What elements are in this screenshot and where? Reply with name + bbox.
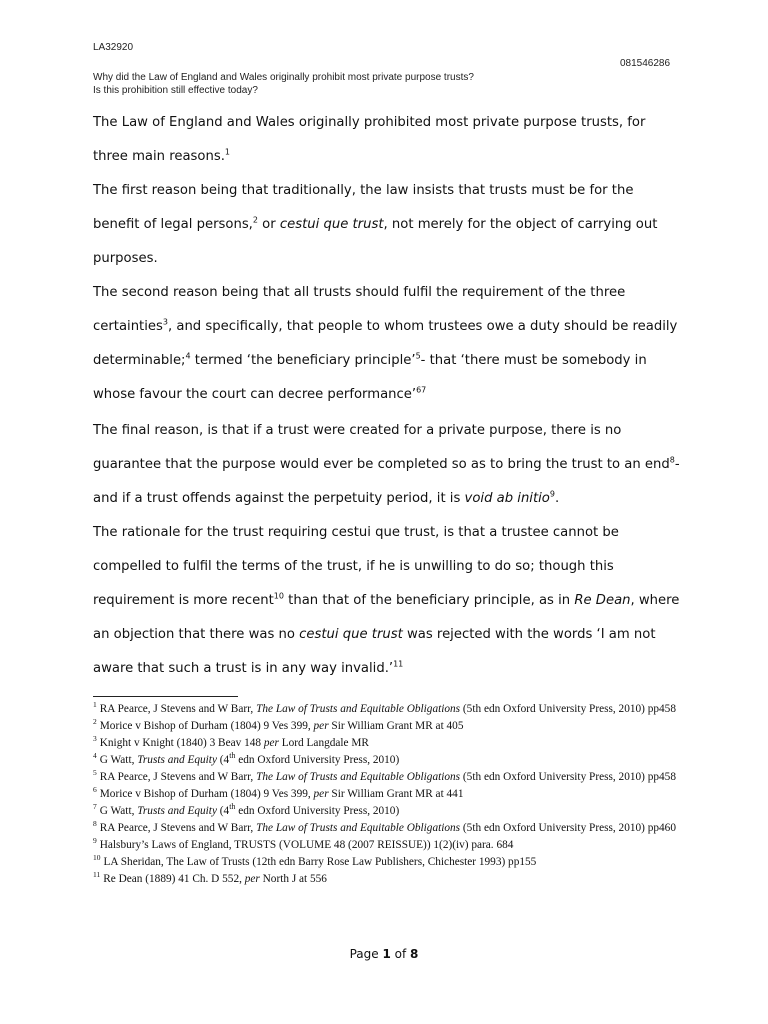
question-line-2: Is this prohibition still effective today? [93,85,258,96]
footnote [93,854,683,871]
footnote-number: 11 [93,870,101,880]
footnotes [93,701,683,888]
student-number: 081546286 [620,58,671,69]
text: than that of the beneficiary principle, as in [283,593,575,608]
footnote [93,786,683,803]
italic-text: Trusts and Equity [137,805,217,817]
footnote [93,752,683,769]
footnote [93,837,683,854]
italic-text: The Law of Trusts and Equitable Obligations [256,822,461,834]
footnote-number: 1 [93,700,97,710]
text: and if a trust offends against the perpetuity period, it is [93,491,465,506]
footnote [93,718,683,735]
text: , not merely for the object of carrying out [383,217,658,232]
footnote-ref[interactable]: 5 [415,351,421,361]
footnote-ref[interactable]: 2 [252,215,258,225]
page-label: Page [349,947,383,961]
text: Sir William Grant MR at 405 [328,720,464,732]
text: termed ‘the beneficiary principle’ [190,353,416,368]
text: an objection that there was no [93,627,300,642]
text: Re Dean (1889) 41 Ch. D 552, [103,873,245,885]
italic-text: void ab initio [464,491,550,506]
italic-text: Trusts and Equity [137,754,217,766]
text: edn Oxford University Press, 2010) [235,754,400,766]
text: compelled to fulfil the terms of the trust, if he is unwilling to do so; though this [93,559,614,574]
text: or [257,217,280,232]
text: The final reason, is that if a trust were created for a private purpose, there is no [93,423,622,438]
text: aware that such a trust is in any way invalid.’ [93,661,394,676]
of-label: of [390,947,411,961]
text: G Watt, [99,754,138,766]
footnote [93,820,683,837]
text: Lord Langdale MR [278,737,369,749]
text: Knight v Knight (1840) 3 Beav 148 [99,737,264,749]
text: three main reasons. [93,149,225,164]
footnote-ref[interactable]: 67 [416,385,427,395]
text: Morice v Bishop of Durham (1804) 9 Ves 399, [99,720,314,732]
total-pages: 8 [410,947,419,961]
superscript: th [229,802,236,812]
footnote [93,769,683,786]
footnote [93,871,683,888]
footnote-separator [93,696,238,697]
footnote-number: 6 [93,785,97,795]
italic-text: per [313,720,329,732]
italic-text: per [313,788,329,800]
paragraph-4 [93,414,683,516]
text: (5th edn Oxford University Press, 2010) pp460 [460,822,676,834]
text: (4 [216,805,230,817]
footnote-number: 10 [93,853,101,863]
text: RA Pearce, J Stevens and W Barr, [99,822,257,834]
footnote [93,701,683,718]
text: Morice v Bishop of Durham (1804) 9 Ves 399, [99,788,314,800]
italic-text: The Law of Trusts and Equitable Obligations [256,703,461,715]
course-code: LA32920 [93,42,134,53]
paragraph-2 [93,174,683,276]
current-page: 1 [382,947,391,961]
footnote [93,803,683,820]
text: - [674,457,680,472]
text: - that ‘there must be somebody in [420,353,647,368]
text: (5th edn Oxford University Press, 2010) pp458 [460,771,676,783]
text: RA Pearce, J Stevens and W Barr, [99,703,257,715]
text: The second reason being that all trusts should fulfil the requirement of the three [93,285,626,300]
footnote-ref[interactable]: 10 [273,591,284,601]
text: (4 [216,754,230,766]
text: Halsbury’s Laws of England, TRUSTS (VOLUME 48 (2007 REISSUE)) 1(2)(iv) para. 684 [99,839,514,851]
paragraph-3 [93,276,683,412]
text: LA Sheridan, The Law of Trusts (12th edn Barry Rose Law Publishers, Chichester 1993) pp155 [103,856,537,868]
paragraph-5 [93,516,683,686]
footnote-number: 9 [93,836,97,846]
text: whose favour the court can decree performance’ [93,387,417,402]
footnote-ref[interactable]: 8 [669,455,675,465]
footnote-ref[interactable]: 1 [224,147,231,157]
text: The Law of England and Wales originally prohibited most private purpose trusts, for [93,115,646,130]
italic-text: per [244,873,260,885]
text: Sir William Grant MR at 441 [328,788,464,800]
text: The rationale for the trust requiring cestui que trust, is that a trustee cannot be [93,525,619,540]
text: G Watt, [99,805,138,817]
footnote-ref[interactable]: 4 [185,351,191,361]
text: purposes. [93,251,158,266]
footnote-ref[interactable]: 3 [162,317,168,327]
question-line-1: Why did the Law of England and Wales originally prohibit most private purpose trusts? [93,72,474,83]
footnote-number: 7 [93,802,97,812]
italic-text: The Law of Trusts and Equitable Obligations [256,771,461,783]
text: guarantee that the purpose would ever be completed so as to bring the trust to an end [93,457,670,472]
italic-text: Re Dean [574,593,631,608]
footnote-number: 4 [93,751,97,761]
text: The first reason being that traditionally, the law insists that trusts must be for the [93,183,634,198]
text: , where [630,593,680,608]
italic-text: per [263,737,279,749]
footnote-ref[interactable]: 9 [549,489,555,499]
footnote-number: 8 [93,819,97,829]
text: (5th edn Oxford University Press, 2010) pp458 [460,703,676,715]
footnote-number: 5 [93,768,97,778]
footnote-number: 2 [93,717,97,727]
superscript: th [229,751,236,761]
footnote-number: 3 [93,734,97,744]
italic-text: cestui que trust [279,217,384,232]
text: edn Oxford University Press, 2010) [235,805,400,817]
paragraph-1 [93,106,683,174]
footnote-ref[interactable]: 11 [393,659,404,669]
text: RA Pearce, J Stevens and W Barr, [99,771,257,783]
text: requirement is more recent [93,593,274,608]
page-number [0,947,768,961]
italic-text: cestui que trust [299,627,403,642]
text: , and specifically, that people to whom trustees owe a duty should be readily [167,319,678,334]
text: determinable; [93,353,186,368]
text: certainties [93,319,163,334]
footnote [93,735,683,752]
text: North J at 556 [259,873,327,885]
text: . [554,491,560,506]
text: was rejected with the words ‘I am not [402,627,656,642]
text: benefit of legal persons, [93,217,253,232]
